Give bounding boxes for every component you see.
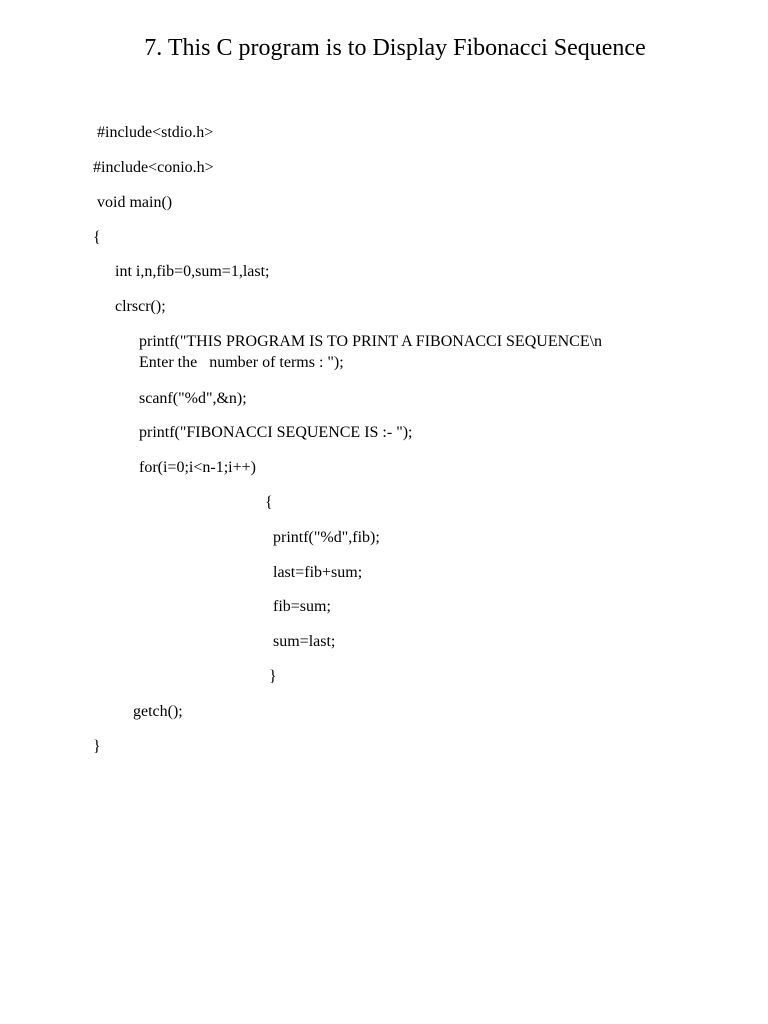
code-line-scanf: scanf("%d",&n);: [139, 390, 247, 407]
code-line-include-conio: #include<conio.h>: [93, 159, 214, 176]
code-line-close-brace: }: [93, 738, 101, 755]
code-line-getch: getch();: [133, 703, 183, 720]
code-line-declaration: int i,n,fib=0,sum=1,last;: [115, 263, 270, 280]
code-line-main-signature: void main(): [97, 194, 173, 211]
document-title: 7. This C program is to Display Fibonacci Sequence: [144, 35, 646, 61]
code-line-open-brace: {: [93, 229, 101, 246]
code-line-fib-assign: fib=sum;: [273, 598, 331, 615]
code-line-last-assign: last=fib+sum;: [273, 564, 363, 581]
code-line-printf-fib: printf("%d",fib);: [273, 529, 380, 546]
code-line-printf-intro: printf("THIS PROGRAM IS TO PRINT A FIBONACCI SEQUENCE\n: [139, 333, 603, 350]
code-line-clrscr: clrscr();: [115, 298, 166, 315]
code-line-loop-close-brace: }: [269, 668, 277, 685]
code-line-sum-assign: sum=last;: [273, 633, 336, 650]
code-line-include-stdio: #include<stdio.h>: [97, 124, 214, 141]
code-line-for-loop: for(i=0;i<n-1;i++): [139, 459, 256, 476]
code-line-printf-sequence: printf("FIBONACCI SEQUENCE IS :- ");: [139, 424, 413, 441]
code-line-loop-open-brace: {: [265, 494, 273, 511]
code-line-printf-intro-cont: Enter the number of terms : ");: [139, 354, 344, 371]
